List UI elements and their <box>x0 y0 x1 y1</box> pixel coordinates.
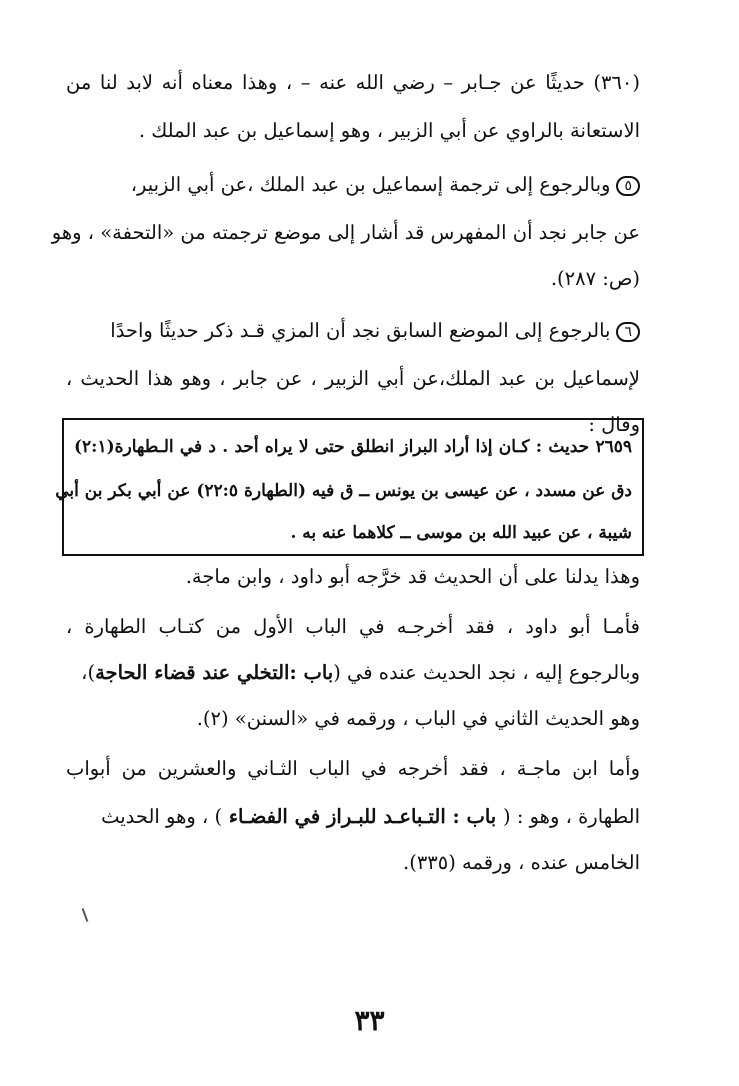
para3-line1-text: بالرجوع إلى الموضع السابق نجد أن المزي قـد ذكر حديثًا واحدًا <box>110 319 611 342</box>
para6-line1: وأما ابن ماجـة ، فقد أخرجه في الباب الثـاني والعشرين من أبواب <box>66 757 640 780</box>
box-line3: شيبة ، عن عبيد الله بن موسى ــ كلاهما عنه به . <box>290 523 632 543</box>
para5-line2-end: )، <box>81 661 96 684</box>
item-marker-5: ٥ <box>616 176 640 196</box>
para5-line2 <box>66 658 640 688</box>
para2-line3: (ص: ٢٨٧). <box>550 267 640 290</box>
para1-line1: (٣٦٠) حديثًا عن جـابر – رضي الله عنه – ، وهذا معناه أنه لابد لنا من <box>66 71 640 94</box>
para6-line2-start: الطهارة ، وهو : ( <box>503 805 640 828</box>
chapter-title-abu-dawud: باب :التخلي عند قضاء الحاجة <box>95 661 334 684</box>
para2-line1 <box>66 170 640 200</box>
para5-line2-start: وبالرجوع إليه ، نجد الحديث عنده في ( <box>333 661 640 684</box>
box-line2: دق عن مسدد ، عن عيسى بن يونس ــ ق فيه (الطهارة ٢٢:٥) عن أبي بكر بن أبي <box>55 481 632 501</box>
para5-line3: وهو الحديث الثاني في الباب ، ورقمه في «السنن» (٢). <box>196 707 640 730</box>
para4-line1: وهذا يدلنا على أن الحديث قد خرَّجه أبو داود ، وابن ماجة. <box>185 565 640 588</box>
box-line1: ٢٦٥٩ حديث : كـان إذا أراد البراز انطلق حتى لا يراه أحد . د في الـطهارة(٢:١) <box>74 437 632 457</box>
page-number: ٣٣ <box>354 1004 385 1037</box>
item-marker-6: ٦ <box>616 322 640 342</box>
para3-line2: لإسماعيل بن عبد الملك،عن أبي الزبير ، عن جابر ، وهو هذا الحديث ، <box>66 367 640 390</box>
chapter-title-ibn-majah: باب : التـباعـد للبـراز في الفضـاء <box>222 805 504 828</box>
para2-line2: عن جابر نجد أن المفهرس قد أشار إلى موضع ترجمته من «التحفة» ، وهو <box>51 221 640 244</box>
para6-line2 <box>66 802 640 832</box>
citation-box <box>55 418 644 556</box>
para3-line3: وقال : <box>588 413 640 436</box>
stray-mark <box>82 908 89 922</box>
para6-line3: الخامس عنده ، ورقمه (٣٣٥). <box>403 851 640 874</box>
para5-line1: فأمـا أبو داود ، فقد أخرجـه في الباب الأول من كتـاب الطهارة ، <box>66 615 640 638</box>
para3-line1 <box>66 316 640 346</box>
para6-line2-end: ) ، وهو الحديث <box>101 805 223 828</box>
para1-line2: الاستعانة بالراوي عن أبي الزبير ، وهو إسماعيل بن عبد الملك . <box>138 119 640 142</box>
para2-line1-text: وبالرجوع إلى ترجمة إسماعيل بن عبد الملك ،عن أبي الزبير، <box>130 173 611 196</box>
